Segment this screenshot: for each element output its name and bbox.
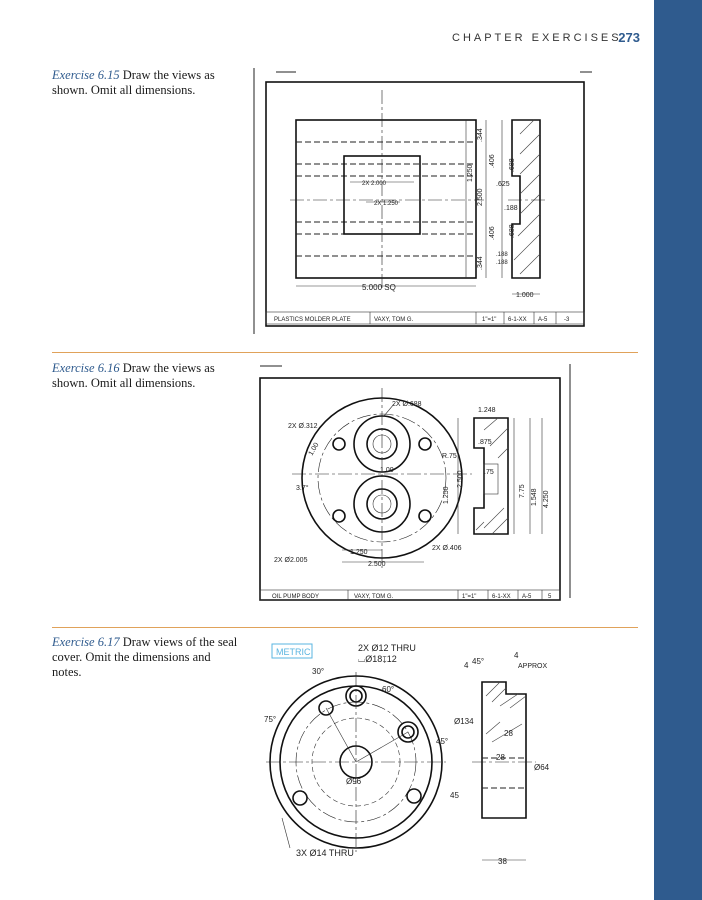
- dim: .625: [496, 181, 510, 188]
- dim: 1.000: [516, 292, 534, 299]
- dim: 28: [496, 753, 505, 762]
- exercise-6-17-caption: [52, 635, 242, 680]
- dim: 4: [514, 651, 519, 660]
- exercise-text: shown. Omit all dimensions.: [52, 376, 196, 390]
- dim: 1.250: [443, 486, 450, 504]
- running-head: [430, 30, 642, 50]
- dim: .188: [504, 205, 518, 212]
- title-block-sheet: A-5: [522, 594, 532, 600]
- title-block-number: 5: [548, 594, 552, 600]
- dim: .688: [509, 158, 516, 172]
- dim: 45: [450, 791, 459, 800]
- title-block-scale: 1"=1": [482, 317, 497, 323]
- exercise-label: Exercise 6.15: [52, 68, 120, 82]
- exercise-text: cover. Omit the dimensions and notes.: [52, 650, 211, 679]
- dim: .344: [477, 256, 484, 270]
- exercise-label: Exercise 6.17: [52, 635, 120, 649]
- title-block-date: 6-1-XX: [508, 317, 527, 323]
- dim: .406: [489, 154, 496, 168]
- title-block-scale: 1"=1": [462, 594, 477, 600]
- title-block-date: 6-1-XX: [492, 594, 511, 600]
- title-block-title: OIL PUMP BODY: [272, 594, 320, 600]
- title-block-drawn-by: VAXY, TOM G.: [354, 594, 394, 600]
- dim: 4.250: [543, 490, 550, 508]
- section-hatching: [514, 120, 540, 274]
- dim: 75°: [264, 715, 277, 724]
- dim: .406: [489, 226, 496, 240]
- dim: 2X 2.000: [362, 181, 387, 187]
- dim: Ø96: [346, 777, 362, 786]
- dim: 1.250: [467, 164, 474, 182]
- dim: 3.7°: [296, 485, 309, 492]
- dim: 1.00: [380, 467, 394, 474]
- dim: 1.548: [531, 488, 538, 506]
- exercise-6-15-caption: [52, 68, 242, 98]
- title-block-drawn-by: VAXY, TOM G.: [374, 317, 414, 323]
- dim: 7.75: [519, 484, 526, 498]
- page-number: 273: [618, 30, 640, 45]
- dim: 5.000 SQ: [362, 283, 396, 292]
- dim: .875: [478, 439, 492, 446]
- dim: 2.500: [457, 470, 464, 488]
- dim: .75: [484, 469, 494, 476]
- dim: R.75: [442, 453, 457, 460]
- figure-6-17-seal-cover: [256, 638, 566, 872]
- dim: 1.248: [478, 407, 496, 414]
- dim: 2.500: [368, 561, 386, 568]
- dim: .188: [496, 252, 508, 258]
- exercise-text: shown. Omit all dimensions.: [52, 83, 196, 97]
- exercise-text: Draw the views as: [122, 68, 215, 82]
- dim: 45°: [436, 737, 449, 746]
- dim: 2X Ø.406: [432, 545, 462, 552]
- dim: 45°: [472, 657, 485, 666]
- dim: Ø64: [534, 763, 550, 772]
- dim: 2.500: [477, 188, 484, 206]
- dim: 1.250: [350, 549, 368, 556]
- exercise-6-16-caption: [52, 361, 242, 391]
- dim: 4: [464, 661, 469, 670]
- note: 3X Ø14 THRU: [296, 848, 354, 858]
- dim: .188: [496, 260, 508, 266]
- dim: 38: [498, 857, 507, 866]
- dim: 2X Ø.312: [288, 423, 318, 430]
- dim: 2X 1.250: [374, 201, 399, 207]
- note: ⌴Ø18↧12: [358, 654, 397, 664]
- dim: .344: [477, 128, 484, 142]
- dim: 2X Ø2.005: [274, 557, 308, 564]
- section-divider: [52, 352, 638, 353]
- dim: .688: [509, 224, 516, 238]
- section-hatching: [476, 418, 508, 534]
- dim: 60°: [382, 685, 395, 694]
- note: 2X Ø12 THRU: [358, 643, 416, 653]
- note: APPROX: [518, 663, 548, 670]
- exercise-text: Draw the views as: [122, 361, 215, 375]
- figure-6-16-oil-pump-body: [252, 358, 582, 614]
- dim: 28: [504, 729, 513, 738]
- dim: Ø134: [454, 717, 474, 726]
- dim: 2X Ø.688: [392, 401, 422, 408]
- metric-label: METRIC: [276, 647, 311, 657]
- dim: 30°: [312, 667, 325, 676]
- title-block-number: -3: [564, 317, 570, 323]
- exercise-text: Draw views of the seal: [122, 635, 238, 649]
- section-divider: [52, 627, 638, 628]
- dim: 1.00: [307, 441, 321, 457]
- exercise-label: Exercise 6.16: [52, 361, 120, 375]
- chapter-side-tab: [654, 0, 702, 900]
- figure-6-15-molder-plate: [250, 64, 600, 340]
- chapter-label: CHAPTER EXERCISES: [452, 32, 622, 44]
- title-block-title: PLASTICS MOLDER PLATE: [274, 317, 351, 323]
- title-block-sheet: A-5: [538, 317, 548, 323]
